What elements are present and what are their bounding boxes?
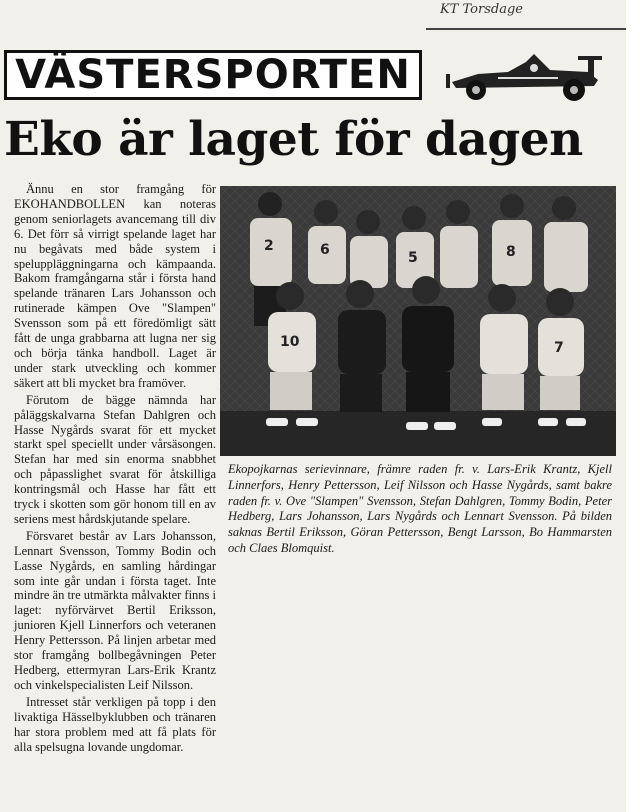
top-rule <box>426 28 626 30</box>
jersey-number: 2 <box>264 238 274 254</box>
section-title: VÄSTERSPORTEN <box>15 52 411 98</box>
jersey-number: 8 <box>506 244 516 260</box>
headline: Eko är laget för dagen <box>4 112 583 167</box>
jersey-number: 6 <box>320 242 330 258</box>
race-car-icon <box>438 48 608 104</box>
article-body <box>14 182 216 756</box>
photo-caption: Ekopojkarnas serievinnare, främre raden fr. v. Lars-Erik Krantz, Kjell Linnerfors, Henry Pettersson, Leif Nilsson och Hasse Nygårds, samt bakre raden fr. v. Ove "Slampen" Svensson, Stefan Dahlgren, Tommy Bodin, Peter Hedberg, Lars Johansson, Lars Nygårds och Lennart Svensson. På bilden saknas Bertil Eriksson, Göran Pettersson, Bengt Larsson, Bo Hammarsten och Claes Blomquist. <box>228 462 612 555</box>
article-paragraph: Intresset står verkligen på topp i den livaktiga Hässelbyklubben och tränaren har stora problem med att få plats för alla spelsugna lovande ungdomar. <box>14 694 216 754</box>
section-banner <box>4 50 422 100</box>
article-paragraph: Förutom de bägge nämnda har påläggskalvarna Stefan Dahlgren och Hasse Nygårds svarat för ett mycket starkt spel speciellt under vårsäsongen. Stefan har med sin enorma snabbhet och påpasslighet svarat för åtskilliga kontringsmål och Hasse har fått ett tryck i skotten som gör honom till en av seriens mest hårdskjutande spelare. <box>14 392 216 526</box>
article-paragraph: Försvaret består av Lars Johansson, Lennart Svensson, Tommy Bodin och Lasse Nygårds, en samling hårdingar som inte går undan i första taget. Inte mindre än tre utmärkta målvakter finns i laget: nyförvärvet Bertil Eriksson, junioren Kjell Linnerfors och veteranen Henry Pettersson. På linjen arbetar med stor framgång bollbegåvningen Peter Hedberg, ettermyran Lars-Erik Krantz och vinkelspecialisten Leif Nilsson. <box>14 528 217 692</box>
team-photo <box>220 186 616 456</box>
jersey-number: 5 <box>408 250 418 266</box>
paper-date-line: KT Torsdage <box>440 2 523 17</box>
article-paragraph: Ännu en stor framgång för EKOHANDBOLLEN kan noteras genom seniorlagets avancemang till div 6. Det förr så virrigt spelande laget har nu begåvats med både system i speluppläggningarna och kämpaanda. Bakom framgångarna står i första hand spelande tränaren Lars Johansson och rutinerade kämpen Ove "Slampen" Svensson som på ett föredömligt sätt fått de unga grabbarna att lugna ner sig och börja tänka handboll. Laget är under stark utveckling och kommer säkert att bli mycket bra framöver. <box>14 182 216 390</box>
jersey-number: 7 <box>554 340 564 356</box>
jersey-number: 10 <box>280 334 300 350</box>
